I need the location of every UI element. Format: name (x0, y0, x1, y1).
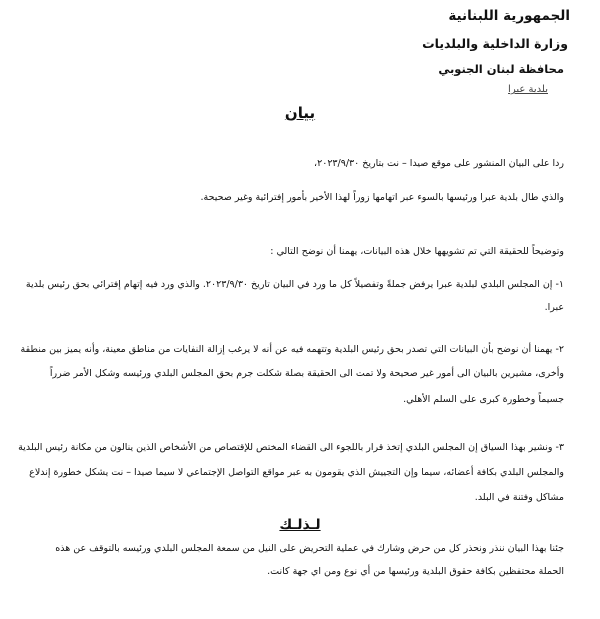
document-title: بيان (284, 104, 316, 122)
point-3-line-3: مشاكل وفتنة في البلد. (474, 492, 564, 503)
header-governorate: محافظة لبنان الجنوبي (438, 62, 564, 76)
conclusion-heading: لـذلـك (279, 517, 321, 533)
header-municipality: بلدية عبرا (508, 84, 548, 95)
point-2-line-1: ٢- يهمنا أن نوضح بأن البيانات التي تصدر بحق رئيس البلدية وتتهمه فيه عن أنه لا يرغب إزالة النفايات من مناطق معينة، وأنه يميز بين منطقة (20, 344, 564, 355)
clarification-line: وتوضيحاً للحقيقة التي تم تشويهها خلال هذه البيانات، يهمنا أن نوضح التالي : (270, 246, 564, 257)
point-1-line-2: عبرا. (544, 302, 564, 313)
point-1-line-1: ١- إن المجلس البلدي لبلدية عبرا يرفض جملةً وتفصيلاً كل ما ورد في البيان تاريخ ٢٠٢٣/٩/٣٠. والذي ورد فيه إتهام إفترائي بحق رئيس بلدية (25, 279, 564, 290)
header-ministry: وزارة الداخلية والبلديات (422, 36, 568, 51)
point-3-line-1: ٣- ونشير بهذا السياق إن المجلس البلدي إتخذ قرار باللجوء الى القضاء المختص للإقتصاص من الأشخاص الذين ينالون من مكانة رئيس البلدية (18, 442, 564, 453)
intro-line-2: والذي طال بلدية عبرا ورئيسها بالسوء عبر اتهامها زوراً لهذا الأخير بأمور إفترائية وغير صحيحة. (200, 192, 564, 203)
conclusion-line-2: الحملة محتفظين بكافة حقوق البلدية ورئيسها من أي نوع ومن اي جهة كانت. (267, 566, 564, 577)
conclusion-line-1: جئنا بهذا البيان ننذر ونحذر كل من حرض وشارك في عملية التحريض على النيل من سمعة المجلس البلدي ورئيسه بالتوقف عن هذه (55, 543, 564, 554)
point-2-line-2: وأخرى، مشيرين بالبيان الى أمور غير صحيحة ولا تمت الى الحقيقة بصلة شكلت جرم بحق المجلس البلدي ورئيسه وشكل الأمر ضرراً (49, 368, 564, 379)
header-republic: الجمهورية اللبنانية (448, 8, 570, 24)
point-2-line-3: جسيماً وخطورة كبرى على السلم الأهلي. (403, 394, 564, 405)
point-3-line-2: والمجلس البلدي بكافة أعضائه، سيما وإن التجييش الذي يقومون به عبر مواقع التواصل الإجتماعي لا سيما صيدا – نت يشكل خطورة إندلاع (29, 467, 564, 478)
intro-line-1: ردا على البيان المنشور على موقع صيدا – نت بتاريخ ٢٠٢٣/٩/٣٠، (314, 158, 564, 169)
